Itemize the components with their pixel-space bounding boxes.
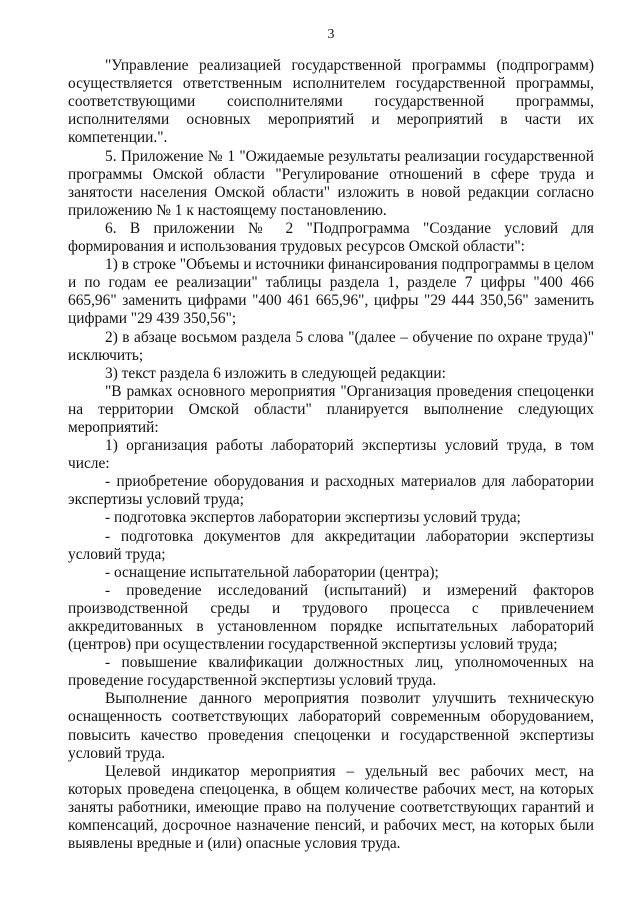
paragraph-subitem-2: 2) в абзаце восьмом раздела 5 слова "(далее – обучение по охране труда)" исключить; — [68, 328, 594, 364]
paragraph-subitem-1: 1) в строке "Объемы и источники финансирования подпрограммы в целом и по годам ее реализации" таблицы раздела 1, разделе 7 цифры "400 466 665,96" заменить цифрами "400 461 665,96", цифры "29 444 350,56" заменить цифрами "29 439 350,56"; — [68, 256, 594, 328]
paragraph-item-6: 6. В приложении № 2 "Подпрограмма "Создание условий для формирования и использования трудовых ресурсов Омской области": — [68, 219, 594, 256]
paragraph-item-5: 5. Приложение № 1 "Ожидаемые результаты реализации государственной программы Омской области "Регулирование отношений в сфере труда и занятости населения Омской области" изложить в новой редакции согласно приложению № 1 к настоящему постановлению. — [68, 147, 594, 219]
list-item-equipment: - приобретение оборудования и расходных материалов для лаборатории экспертизы условий труда; — [68, 473, 594, 509]
document-page — [68, 26, 594, 853]
list-item-lab-equipping: - оснащение испытательной лаборатории (центра); — [105, 563, 439, 581]
paragraph-target-indicator: Целевой индикатор мероприятия – удельный вес рабочих мест, на которых проведена спецоценка, в общем количестве рабочих мест, на которых заняты работники, имеющие право на получение соответствующих гарантий и компенсаций, досрочное назначение пенсий, и рабочих мест, на которых были выявлены вредные и (или) опасные условия труда. — [68, 762, 594, 853]
list-item-qualification: - повышение квалификации должностных лиц, уполномоченных на проведение государственной экспертизы условий труда. — [68, 654, 594, 690]
list-item-accreditation: - подготовка документов для аккредитации лаборатории экспертизы условий труда; — [68, 527, 594, 563]
paragraph-program-management: "Управление реализацией государственной программы (подпрограмм) осуществляется ответственным исполнителем государственной программы, соответствующими соисполнителями государственной программы, исполнителями основных мероприятий и мероприятий в части их компетенции.". — [68, 57, 594, 147]
paragraph-subitem-3: 3) текст раздела 6 изложить в следующей редакции: — [105, 364, 446, 382]
list-item-experts: - подготовка экспертов лаборатории экспертизы условий труда; — [105, 509, 521, 527]
paragraph-section-6-intro: "В рамках основного мероприятия "Организация проведения спецоценки на территории Омской области" планируется выполнение следующих мероприятий: — [68, 382, 594, 436]
paragraph-outcome: Выполнение данного мероприятия позволит улучшить техническую оснащенность соответствующих лабораторий современным оборудованием, повысить качество проведения спецоценки и государственной экспертизы условий труда. — [68, 690, 594, 762]
page-number: 3 — [327, 27, 335, 42]
paragraph-labs-organization: 1) организация работы лабораторий экспертизы условий труда, в том числе: — [68, 437, 594, 473]
list-item-research: - проведение исследований (испытаний) и измерений факторов производственной среды и трудового процесса с привлечением аккредитованных в установленном порядке испытательных лабораторий (центров) при осуществлении государственной экспертизы условий труда; — [68, 581, 594, 654]
